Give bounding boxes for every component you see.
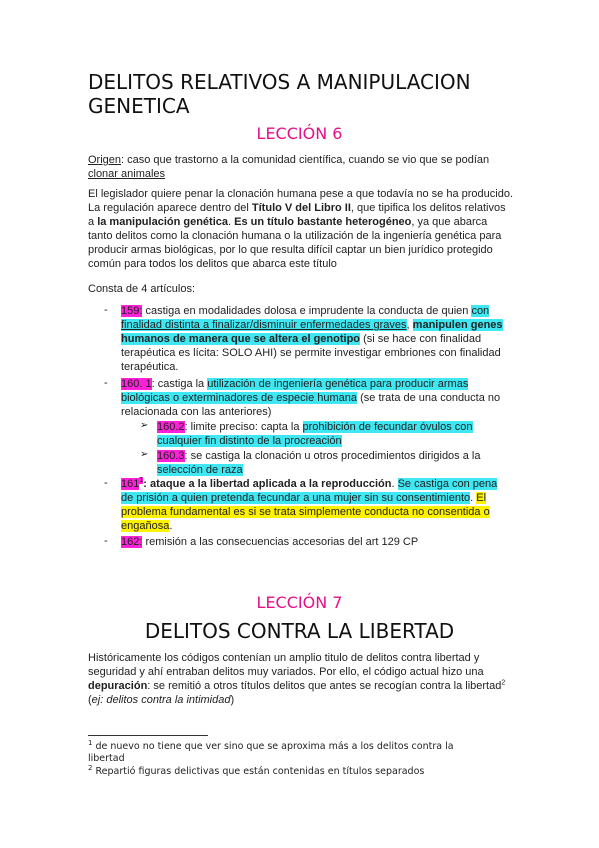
- origen-paragraph: Origen: caso que trastorno a la comunidad científica, cuando se vio que se podían clonar animales: [88, 154, 490, 180]
- libertad-paragraph: Históricamente los códigos contenían un amplio titulo de delitos contra libertad y seguridad y ahí entraban delitos muy variados. Por ello, el código actual hizo una depuración: se remitió a otros títulos delitos que antes se recogían contra la libertad$^2$ (ej: delitos contra la intimidad): [88, 652, 506, 706]
- articles-intro: Consta de 4 artículos:: [88, 283, 196, 295]
- list-item-art160-3: 160.3: se castiga la clonación u otros procedimientos dirigidos a la selección de raza: [157, 450, 481, 476]
- list-item-art159: 159: castiga en modalidades dolosa e imprudente la conducta de quien con finalidad distinta a finalizar/disminuir enfermedades graves, manipulen genes humanos de manera que se altera el genotipo (si se hace con finalidad terapéutica es lícita: SOLO AHI) se permite investigar embriones con finalidad terapéutica.: [121, 305, 503, 373]
- list-dash: -: [104, 477, 108, 489]
- arrow-bullet-icon: ➢: [140, 449, 149, 460]
- section-title: DELITOS CONTRA LA LIBERTAD: [144, 619, 455, 643]
- list-dash: -: [104, 304, 108, 316]
- list-item-art160-1: 160. 1: castiga la utilización de ingeniería genética para producir armas biológicas o exterminadores de especie humana (se trata de una conducta no relacionada con las anteriores): [121, 378, 501, 418]
- list-item-art160-2: 160.2: limite preciso: capta la prohibición de fecundar óvulos con cualquier fin distinto de la procreación: [157, 421, 473, 447]
- list-item-art161: $161^1$: ataque a la libertad aplicada a la reproducción. Se castiga con pena de prisión a quien pretenda fecundar a una mujer sin su consentimiento. El problema fundamental es si se trata simplemente conducta no consentida o engañosa.: [121, 477, 498, 532]
- footnote-1: $^1$ de nuevo no tiene que ver sino que se aproxima más a los delitos contra la libertad: [88, 738, 454, 764]
- lesson-6-heading: LECCIÓN 6: [256, 124, 343, 143]
- origen-label: Origen: [88, 154, 122, 166]
- footnote-2: $^2$ Repartió figuras delictivas que están contenidas en títulos separados: [88, 763, 425, 777]
- list-item-art162: 162: remisión a las consecuencias accesorias del art 129 CP: [121, 536, 419, 548]
- page-title: DELITOS RELATIVOS A MANIPULACION GENETICA: [88, 70, 471, 118]
- intro-paragraph: El legislador quiere penar la clonación humana pese a que todavía no se ha producido. La regulación aparece dentro del Título V del Libro II, que tipifica los delitos relativos a la manipulación genética. Es un título bastante heterogéneo, ya que abarca tanto delitos como la clonación humana o la utilización de la ingeniería genética para producir armas biológicas, por lo que resulta difícil captar un bien jurídico protegido común para todos los delitos que abarca este título: [88, 188, 514, 270]
- origen-underlined-text: clonar animales: [88, 168, 166, 180]
- lesson-7-heading: LECCIÓN 7: [256, 593, 343, 612]
- arrow-bullet-icon: ➢: [140, 420, 149, 431]
- list-dash: -: [104, 377, 108, 389]
- list-dash: -: [104, 535, 108, 547]
- footnote-separator: [88, 735, 208, 736]
